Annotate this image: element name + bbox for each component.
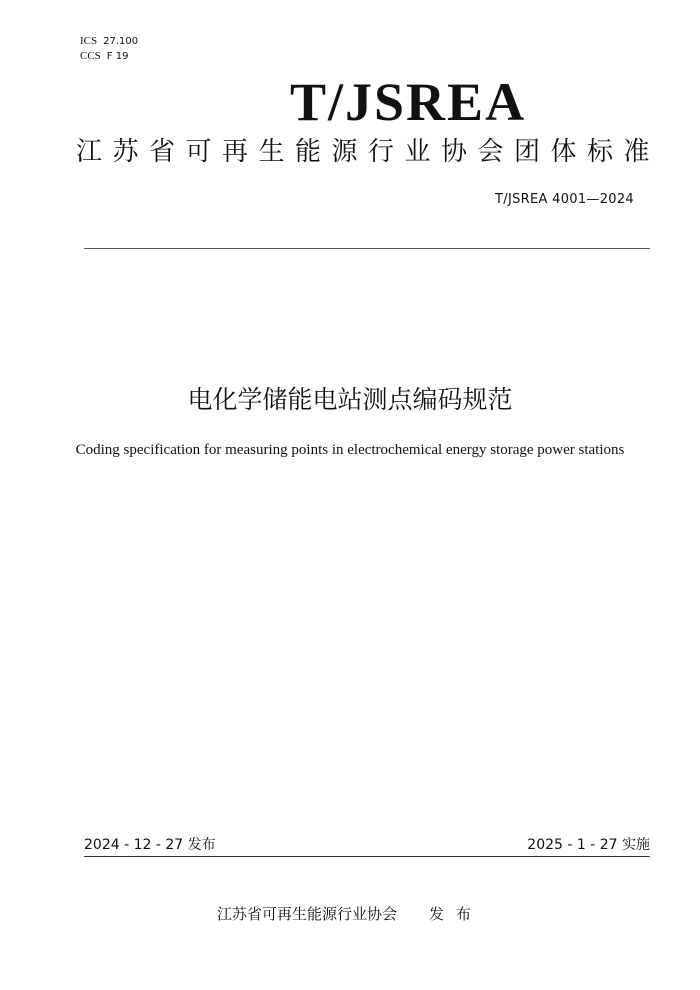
top-divider	[84, 248, 650, 249]
ics-label: ICS	[80, 35, 98, 47]
issued-label: 发布	[429, 905, 484, 923]
document-title-en: Coding specification for measuring points in electrochemical energy storage power stations	[75, 442, 625, 458]
ics-code	[80, 34, 138, 49]
ccs-code	[80, 49, 138, 64]
brand-logo-text: T/JSREA	[290, 72, 527, 132]
classification-codes	[80, 34, 138, 64]
standard-number: T/JSREA 4001—2024	[495, 192, 634, 207]
organization-standard-title: 江苏省可再生能源行业协会团体标准	[76, 137, 661, 167]
publisher-name: 江苏省可再生能源行业协会	[216, 905, 397, 923]
document-title-cn: 电化学储能电站测点编码规范	[187, 385, 513, 414]
publisher-line	[0, 904, 700, 924]
ccs-label: CCS	[80, 50, 101, 62]
publish-date: 2024 - 12 - 27 发布	[84, 837, 216, 853]
implement-date: 2025 - 1 - 27 实施	[527, 837, 650, 853]
bottom-divider	[84, 856, 650, 857]
ics-value: 27.100	[103, 36, 139, 47]
ccs-value: F 19	[106, 51, 129, 62]
